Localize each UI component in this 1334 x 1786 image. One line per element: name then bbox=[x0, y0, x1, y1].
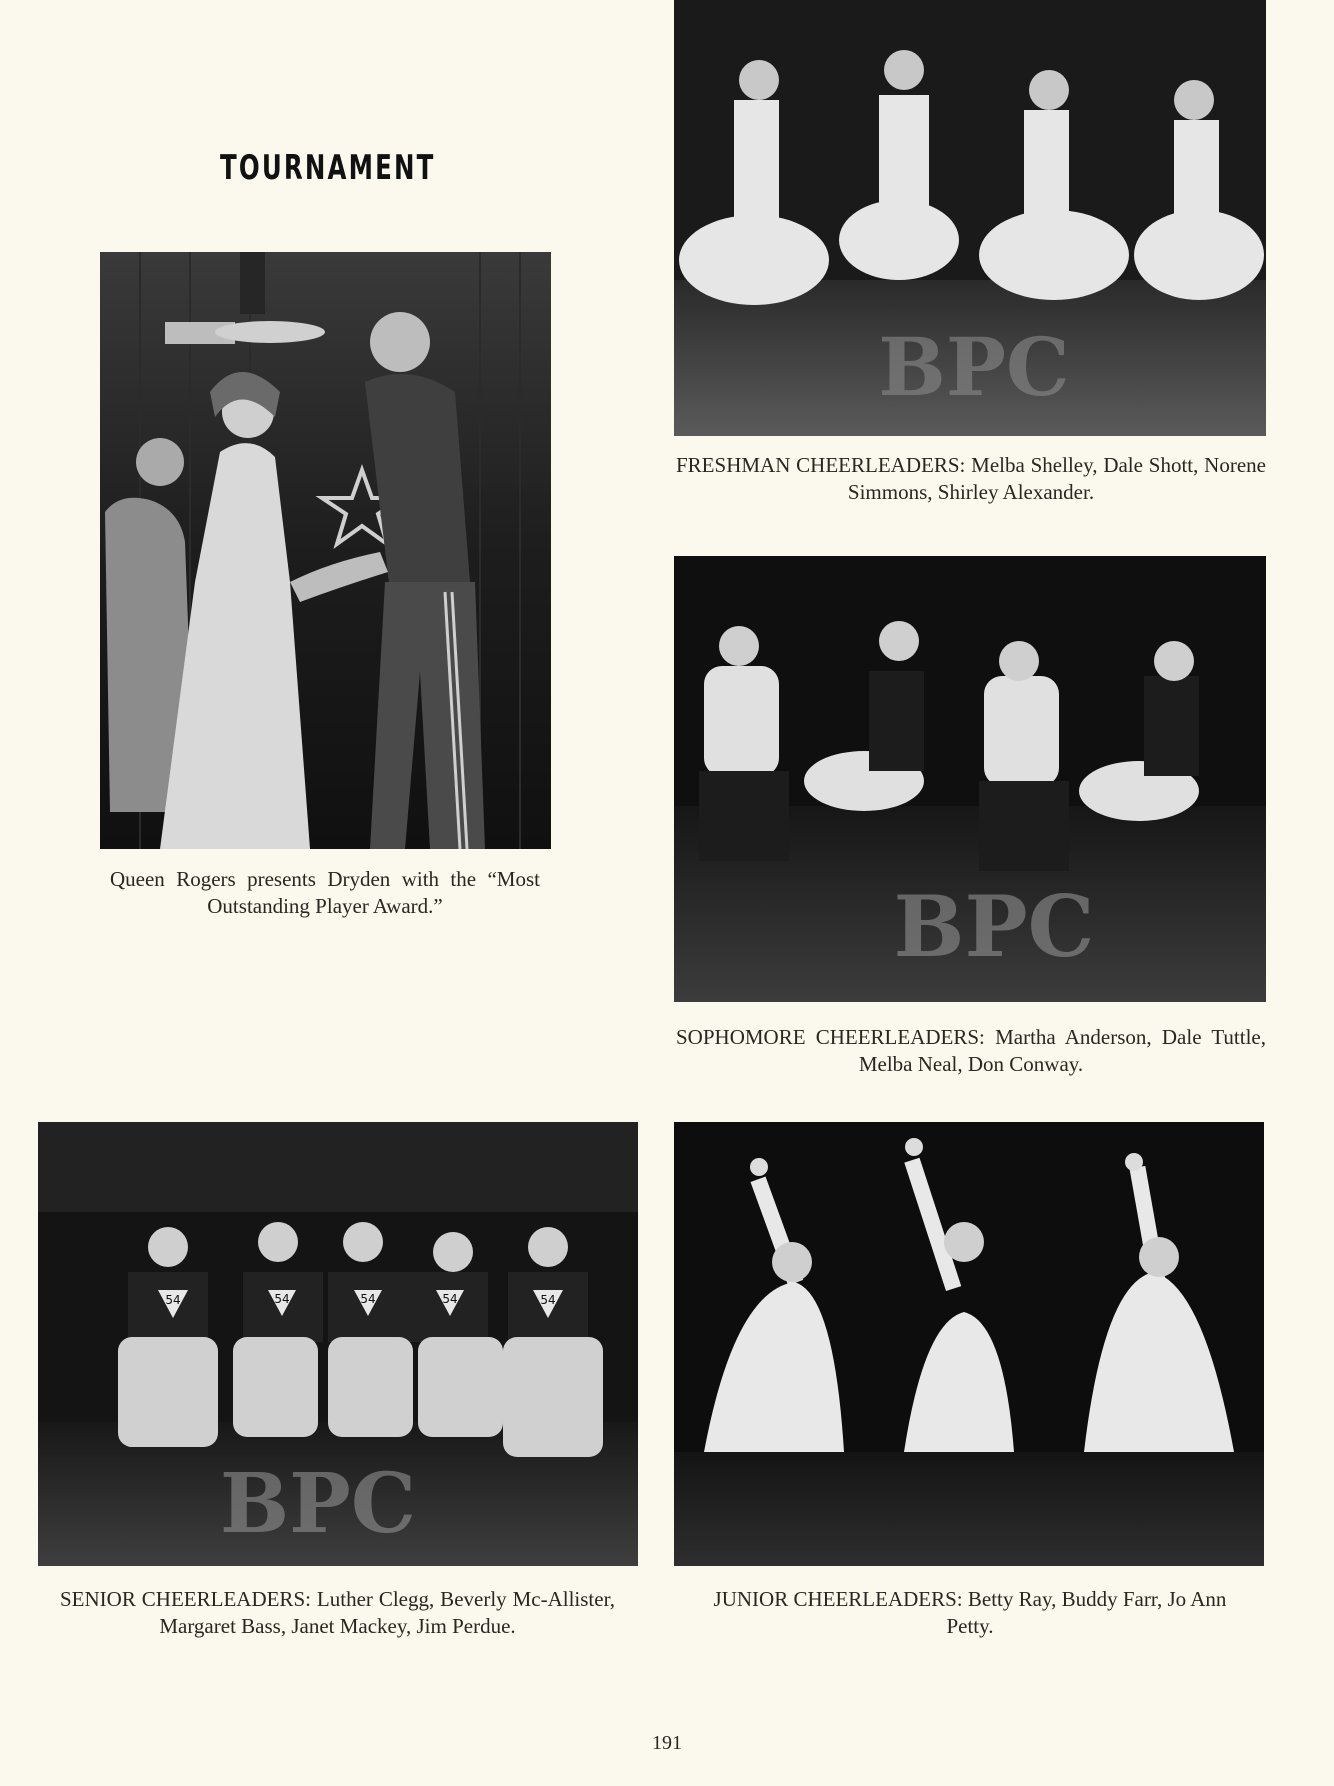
sophomore-floor-letters: BPC bbox=[893, 877, 1095, 976]
senior-floor-letters: BPC bbox=[219, 1456, 417, 1552]
junior-photo-image bbox=[674, 1122, 1264, 1566]
freshman-floor-letters: BPC bbox=[878, 320, 1070, 414]
freshman-photo bbox=[674, 0, 1266, 436]
senior-sweater-number: 54 bbox=[165, 1293, 181, 1307]
award-caption: Queen Rogers presents Dryden with the “Most Outstanding Player Award.” bbox=[110, 867, 540, 918]
senior-photo-image bbox=[38, 1122, 638, 1566]
page-number: 191 bbox=[652, 1732, 682, 1754]
senior-sweater-number: 54 bbox=[442, 1292, 458, 1306]
sophomore-photo bbox=[674, 556, 1266, 1002]
senior-sweater-number: 54 bbox=[360, 1292, 376, 1306]
sophomore-caption: SOPHOMORE CHEERLEADERS: Martha Anderson, Dale Tuttle, Melba Neal, Don Conway. bbox=[676, 1025, 1266, 1076]
award-photo bbox=[100, 252, 551, 849]
senior-sweater-number: 54 bbox=[540, 1293, 556, 1307]
freshman-photo-image bbox=[674, 0, 1266, 436]
page-heading: TOURNAMENT bbox=[220, 148, 436, 188]
senior-caption: SENIOR CHEERLEADERS: Luther Clegg, Beverly Mc-Allister, Margaret Bass, Janet Mackey, Jim Perdue. bbox=[60, 1587, 615, 1638]
freshman-caption: FRESHMAN CHEERLEADERS: Melba Shelley, Dale Shott, Norene Simmons, Shirley Alexander. bbox=[676, 453, 1266, 504]
junior-photo bbox=[674, 1122, 1264, 1566]
senior-sweater-number: 54 bbox=[274, 1292, 290, 1306]
senior-photo bbox=[38, 1122, 638, 1566]
sophomore-photo-image bbox=[674, 556, 1266, 1002]
junior-caption: JUNIOR CHEERLEADERS: Betty Ray, Buddy Farr, Jo Ann Petty. bbox=[713, 1587, 1227, 1638]
award-photo-image bbox=[100, 252, 551, 849]
